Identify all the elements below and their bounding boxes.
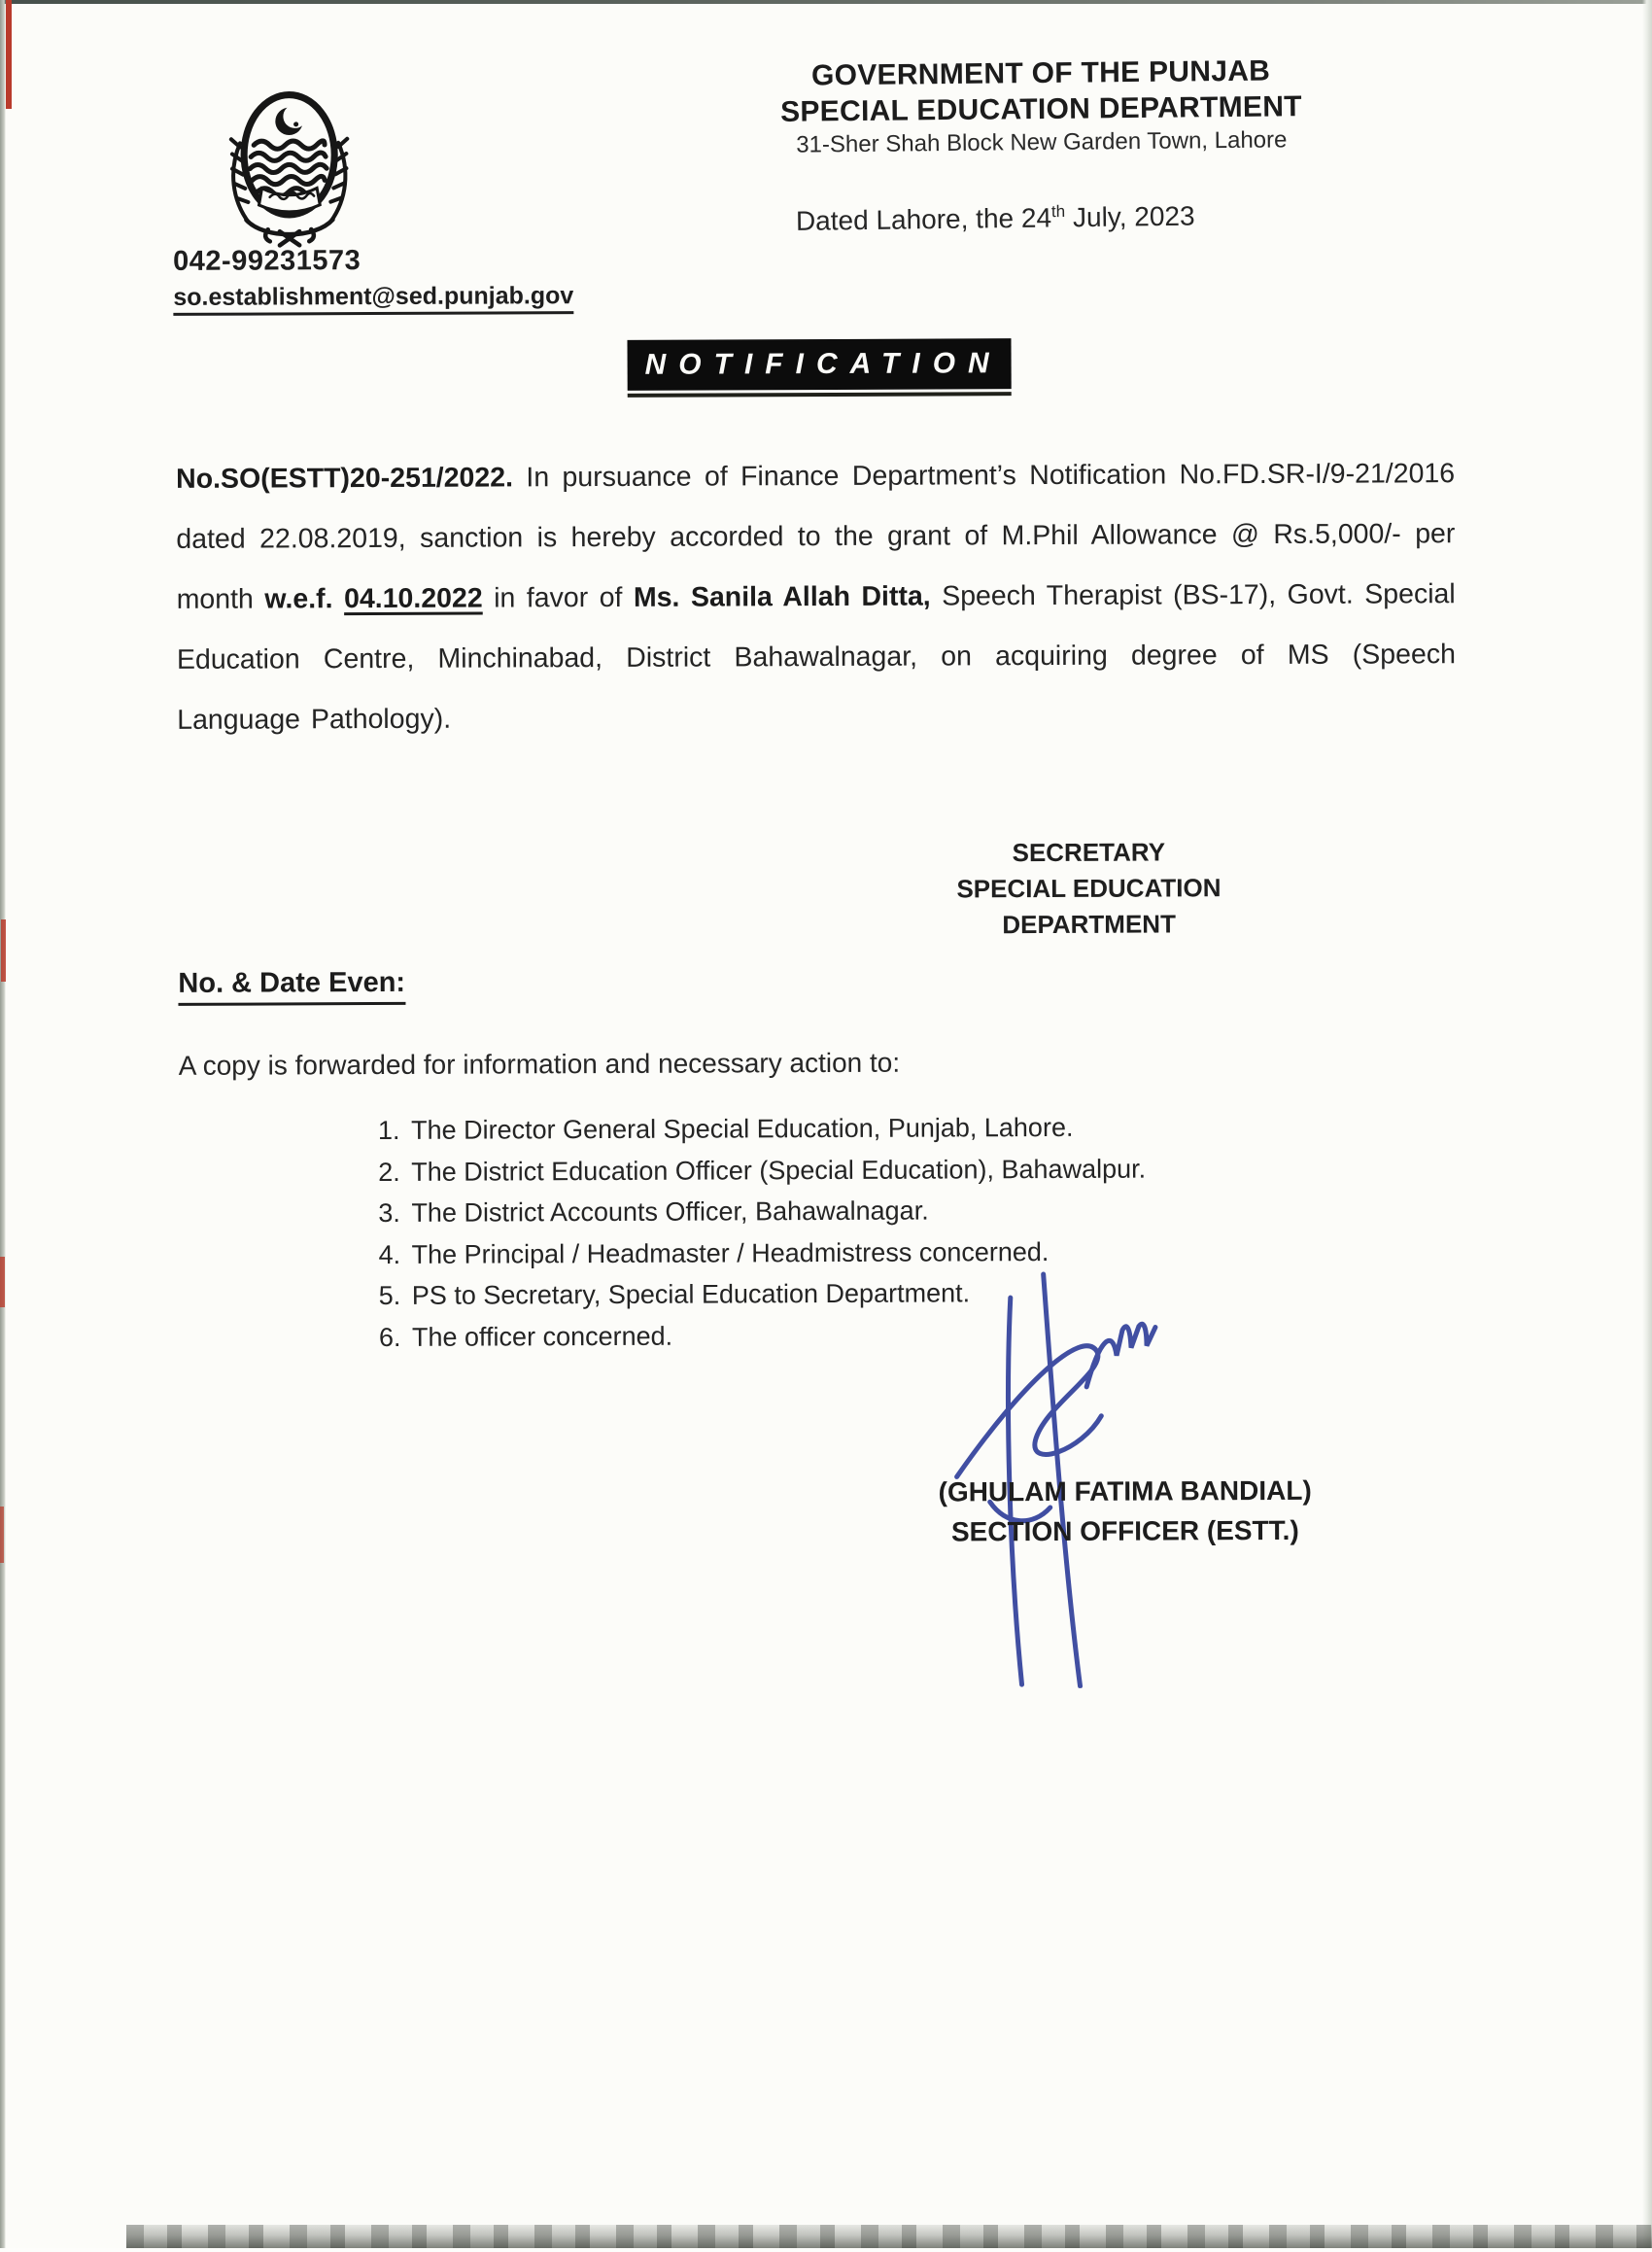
body-text: In pursuance of Finance Department’s Notification No.FD.SR-I/9-21/2016 dated 22.08.2019, sanction is hereby accorded to the grant of M.Phil Allowance @ Rs.5,000/- per month — [176, 457, 1456, 615]
org-address: 31-Sher Shah Block New Garden Town, Lahore — [796, 126, 1288, 158]
email-address: so.establishment@sed.punjab.gov — [173, 282, 573, 316]
secretary-line: DEPARTMENT — [1002, 909, 1176, 940]
cc-recipient: 4. The Principal / Headmaster / Headmistress concerned. — [407, 1230, 1476, 1275]
secretary-line: SECRETARY — [1012, 837, 1166, 868]
effective-date: 04.10.2022 — [343, 582, 483, 614]
date-line — [796, 201, 1195, 237]
beneficiary-name: Ms. Sanila Allah Ditta, — [633, 580, 931, 613]
signer-title: SECTION OFFICER (ESTT.) — [950, 1514, 1299, 1547]
notification-body-paragraph — [176, 443, 1456, 750]
contact-block — [173, 244, 573, 316]
cc-recipient: 6. The officer concerned. — [408, 1312, 1477, 1358]
notification-title: NOTIFICATION — [627, 338, 1011, 391]
body-text: Speech Therapist (BS-17), Govt. Special Education Centre, Minchinabad, District Bahawalnagar, on acquiring degree of MS (Speech Language Pathology). — [176, 577, 1456, 736]
org-name-line2: SPECIAL EDUCATION DEPARTMENT — [779, 90, 1303, 128]
org-name-line1: GOVERNMENT OF THE PUNJAB — [810, 54, 1271, 92]
wef-label: w.e.f. — [264, 582, 333, 615]
cc-heading-text: No. & Date Even: — [178, 967, 405, 1006]
letterhead — [599, 51, 1484, 163]
cc-recipient: 5. PS to Secretary, Special Education Department. — [408, 1270, 1477, 1316]
cc-recipient: 2. The District Education Officer (Special Education), Bahawalpur. — [407, 1147, 1476, 1193]
date-ordinal-superscript: th — [1050, 201, 1066, 222]
phone-number: 042-99231573 — [173, 245, 361, 277]
secretary-designation-block — [950, 834, 1227, 943]
reference-number: No.SO(ESTT)20-251/2022. — [176, 461, 514, 495]
date-text-suffix: July, 2023 — [1065, 200, 1195, 233]
cc-recipient-list — [179, 1105, 1477, 1359]
date-text: Dated Lahore, the 24 — [795, 202, 1052, 236]
secretary-line: SPECIAL EDUCATION — [956, 873, 1222, 904]
notification-title-underline — [627, 338, 1011, 398]
cc-recipient: 1. The Director General Special Education, Punjab, Lahore. — [407, 1105, 1476, 1151]
body-text: in favor of — [494, 581, 623, 613]
cc-intro: A copy is forwarded for information and necessary action to: — [178, 1047, 901, 1081]
punjab-government-crest-icon — [210, 84, 368, 252]
section-officer-block — [882, 1471, 1368, 1552]
signer-name: (GHULAM FATIMA BANDIAL) — [938, 1474, 1312, 1507]
cc-heading — [178, 967, 405, 1006]
cc-recipient: 3. The District Accounts Officer, Bahawalnagar. — [407, 1188, 1476, 1233]
